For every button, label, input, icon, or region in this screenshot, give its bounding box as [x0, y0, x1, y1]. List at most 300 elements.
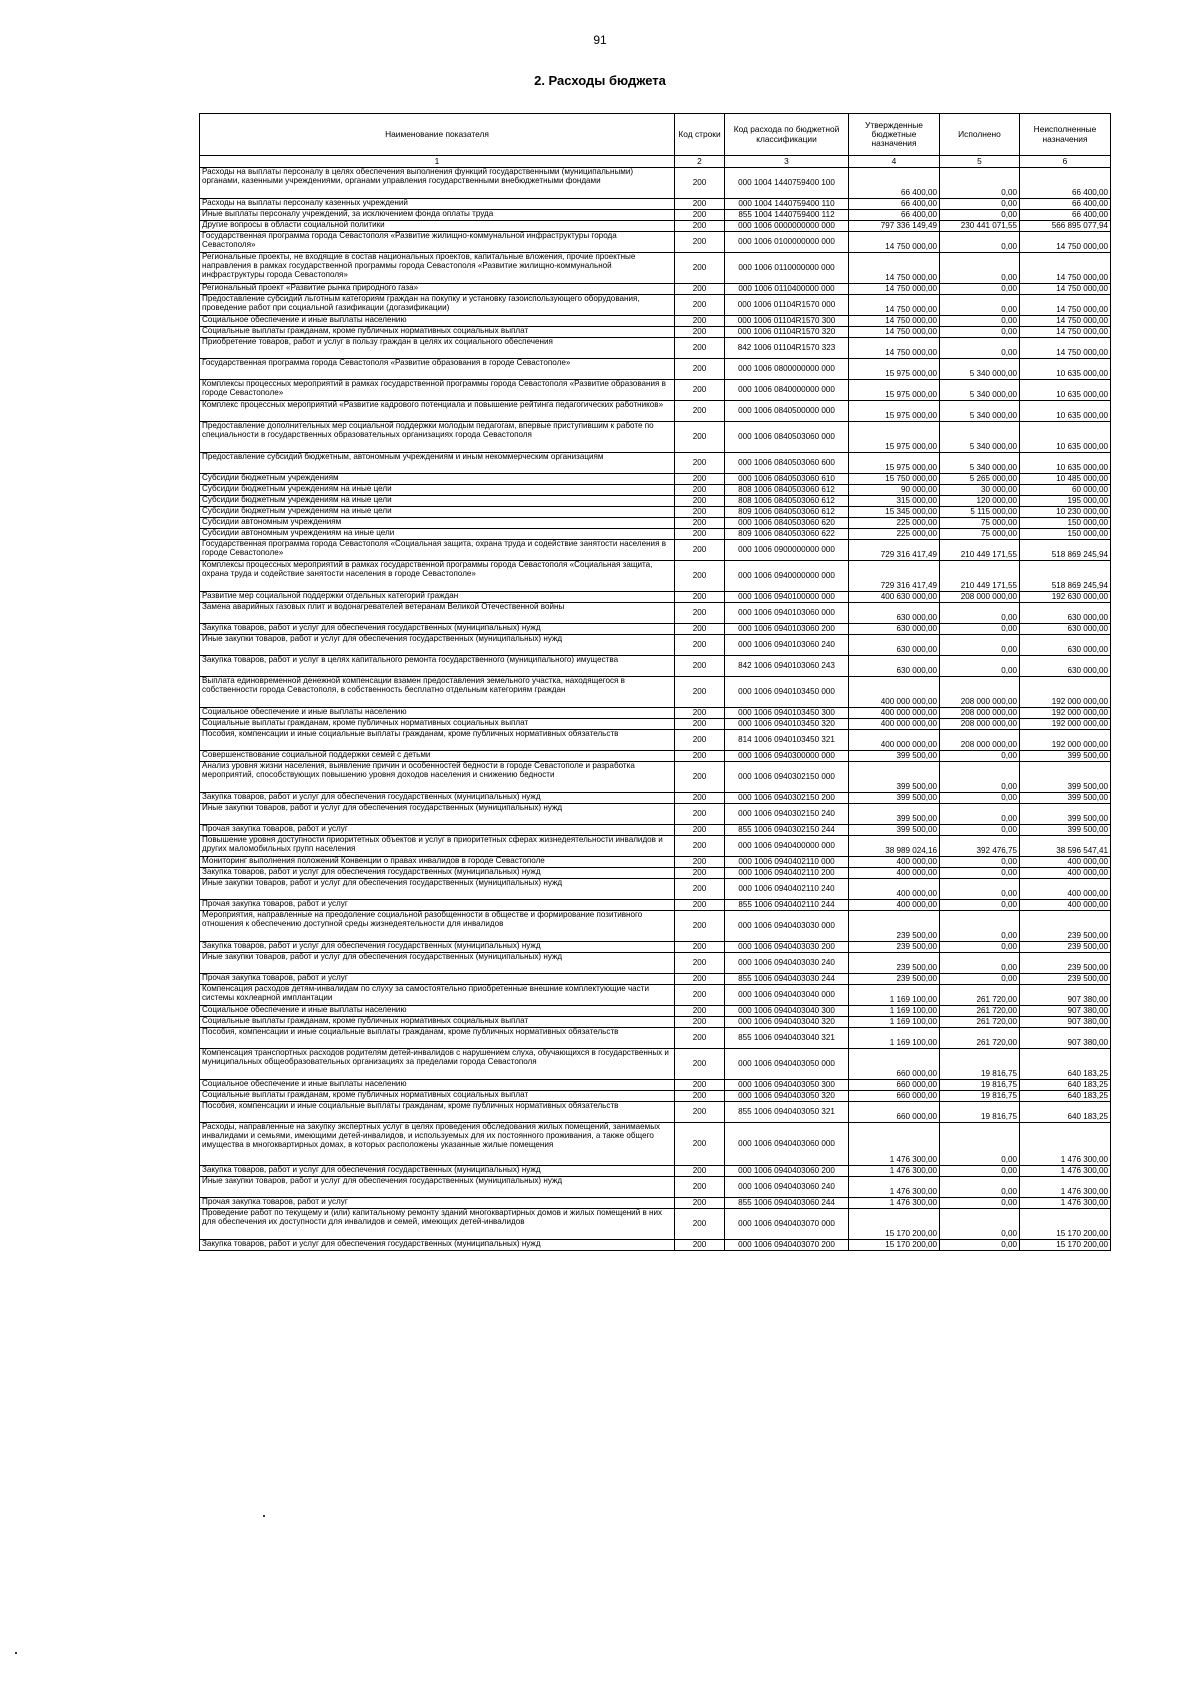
indicator-name-cell: Региональный проект «Развитие рынка природного газа»	[200, 284, 675, 295]
budget-code-cell: 000 1006 0100000000 000	[725, 232, 849, 253]
table-row	[200, 496, 1111, 507]
executed-amount-cell: 5 340 000,00	[940, 453, 1020, 474]
approved-amount-cell: 660 000,00	[849, 1102, 940, 1123]
budget-code-cell: 000 1006 0940103060 200	[725, 624, 849, 635]
indicator-name-cell: Закупка товаров, работ и услуг в целях капитального ремонта государственного (муниципального) имущества	[200, 656, 675, 677]
approved-amount-cell: 1 169 100,00	[849, 1017, 940, 1028]
table-row	[200, 561, 1111, 592]
unexecuted-amount-cell: 15 170 200,00	[1020, 1240, 1111, 1251]
executed-amount-cell: 392 476,75	[940, 836, 1020, 857]
line-code-cell: 200	[675, 592, 725, 603]
line-code-cell: 200	[675, 168, 725, 199]
executed-amount-cell: 0,00	[940, 232, 1020, 253]
header-indicator-name: Наименование показателя	[200, 114, 675, 156]
indicator-name-cell: Замена аварийных газовых плит и водонагревателей ветеранам Великой Отечественной войны	[200, 603, 675, 624]
line-code-cell: 200	[675, 985, 725, 1006]
indicator-name-cell: Прочая закупка товаров, работ и услуг	[200, 900, 675, 911]
unexecuted-amount-cell: 907 380,00	[1020, 1006, 1111, 1017]
budget-code-cell: 000 1006 0940400000 000	[725, 836, 849, 857]
table-row	[200, 751, 1111, 762]
indicator-name-cell: Иные закупки товаров, работ и услуг для обеспечения государственных (муниципальных) нужд	[200, 1177, 675, 1198]
unexecuted-amount-cell: 640 183,25	[1020, 1102, 1111, 1123]
line-code-cell: 200	[675, 900, 725, 911]
executed-amount-cell: 75 000,00	[940, 518, 1020, 529]
budget-code-cell: 855 1006 0940403040 321	[725, 1028, 849, 1049]
executed-amount-cell: 261 720,00	[940, 1028, 1020, 1049]
budget-code-cell: 000 1006 0940103060 000	[725, 603, 849, 624]
unexecuted-amount-cell: 907 380,00	[1020, 1017, 1111, 1028]
line-code-cell: 200	[675, 868, 725, 879]
indicator-name-cell: Развитие мер социальной поддержки отдельных категорий граждан	[200, 592, 675, 603]
executed-amount-cell: 0,00	[940, 253, 1020, 284]
table-row	[200, 316, 1111, 327]
line-code-cell: 200	[675, 1102, 725, 1123]
header-executed: Исполнено	[940, 114, 1020, 156]
budget-code-cell: 000 1006 0940403040 000	[725, 985, 849, 1006]
table-row	[200, 730, 1111, 751]
approved-amount-cell: 14 750 000,00	[849, 327, 940, 338]
unexecuted-amount-cell: 907 380,00	[1020, 985, 1111, 1006]
executed-amount-cell: 0,00	[940, 1123, 1020, 1166]
line-code-cell: 200	[675, 1028, 725, 1049]
table-body	[200, 168, 1111, 1251]
unexecuted-amount-cell: 400 000,00	[1020, 900, 1111, 911]
executed-amount-cell: 5 340 000,00	[940, 401, 1020, 422]
line-code-cell: 200	[675, 708, 725, 719]
budget-code-cell: 000 1006 01104R1570 000	[725, 295, 849, 316]
line-code-cell: 200	[675, 380, 725, 401]
table-row	[200, 422, 1111, 453]
line-code-cell: 200	[675, 210, 725, 221]
budget-code-cell: 000 1006 0840500000 000	[725, 401, 849, 422]
approved-amount-cell: 239 500,00	[849, 911, 940, 942]
unexecuted-amount-cell: 1 476 300,00	[1020, 1177, 1111, 1198]
table-row	[200, 603, 1111, 624]
budget-code-cell: 000 1006 0000000000 000	[725, 221, 849, 232]
indicator-name-cell: Расходы на выплаты персоналу в целях обеспечения выполнения функций государственными (муниципальными) органами, казенными учреждениями, органами управления государственными внебюджетными фондами	[200, 168, 675, 199]
unexecuted-amount-cell: 10 635 000,00	[1020, 453, 1111, 474]
executed-amount-cell: 0,00	[940, 603, 1020, 624]
unexecuted-amount-cell: 239 500,00	[1020, 942, 1111, 953]
table-row	[200, 985, 1111, 1006]
table-row	[200, 762, 1111, 793]
budget-code-cell: 000 1006 0940403030 200	[725, 942, 849, 953]
unexecuted-amount-cell: 66 400,00	[1020, 199, 1111, 210]
indicator-name-cell: Закупка товаров, работ и услуг для обеспечения государственных (муниципальных) нужд	[200, 624, 675, 635]
indicator-name-cell: Компенсация расходов детям-инвалидам по слуху за самостоятельно приобретенные внешние комплектующие части системы кохлеарной имплантации	[200, 985, 675, 1006]
approved-amount-cell: 399 500,00	[849, 804, 940, 825]
budget-code-cell: 000 1006 0940403050 000	[725, 1049, 849, 1080]
unexecuted-amount-cell: 10 485 000,00	[1020, 474, 1111, 485]
approved-amount-cell: 15 170 200,00	[849, 1240, 940, 1251]
table-row	[200, 1166, 1111, 1177]
indicator-name-cell: Выплата единовременной денежной компенсации взамен предоставления земельного участка, находящегося в собственности города Севастополя, в собственность бесплатно отдельным категориям граждан	[200, 677, 675, 708]
budget-code-cell: 000 1006 0110000000 000	[725, 253, 849, 284]
approved-amount-cell: 1 476 300,00	[849, 1198, 940, 1209]
executed-amount-cell: 0,00	[940, 1198, 1020, 1209]
table-row	[200, 327, 1111, 338]
executed-amount-cell: 0,00	[940, 857, 1020, 868]
unexecuted-amount-cell: 14 750 000,00	[1020, 284, 1111, 295]
line-code-cell: 200	[675, 825, 725, 836]
budget-code-cell: 000 1006 0110400000 000	[725, 284, 849, 295]
line-code-cell: 200	[675, 316, 725, 327]
table-row	[200, 719, 1111, 730]
approved-amount-cell: 15 975 000,00	[849, 401, 940, 422]
executed-amount-cell: 5 340 000,00	[940, 422, 1020, 453]
executed-amount-cell: 0,00	[940, 295, 1020, 316]
unexecuted-amount-cell: 239 500,00	[1020, 974, 1111, 985]
budget-code-cell: 000 1006 0940103450 000	[725, 677, 849, 708]
executed-amount-cell: 0,00	[940, 942, 1020, 953]
unexecuted-amount-cell: 195 000,00	[1020, 496, 1111, 507]
header-line-code: Код строки	[675, 114, 725, 156]
budget-code-cell: 000 1006 0940103450 320	[725, 719, 849, 730]
unexecuted-amount-cell: 1 476 300,00	[1020, 1198, 1111, 1209]
table-row	[200, 656, 1111, 677]
approved-amount-cell: 66 400,00	[849, 210, 940, 221]
approved-amount-cell: 14 750 000,00	[849, 338, 940, 359]
executed-amount-cell: 5 340 000,00	[940, 380, 1020, 401]
line-code-cell: 200	[675, 793, 725, 804]
unexecuted-amount-cell: 400 000,00	[1020, 857, 1111, 868]
budget-code-cell: 000 1006 0840503060 620	[725, 518, 849, 529]
budget-code-cell: 000 1006 0840503060 610	[725, 474, 849, 485]
line-code-cell: 200	[675, 561, 725, 592]
line-code-cell: 200	[675, 401, 725, 422]
executed-amount-cell: 0,00	[940, 1166, 1020, 1177]
executed-amount-cell: 0,00	[940, 656, 1020, 677]
budget-code-cell: 808 1006 0840503060 612	[725, 496, 849, 507]
approved-amount-cell: 400 000,00	[849, 900, 940, 911]
indicator-name-cell: Социальное обеспечение и иные выплаты населению	[200, 1006, 675, 1017]
executed-amount-cell: 0,00	[940, 804, 1020, 825]
indicator-name-cell: Социальное обеспечение и иные выплаты населению	[200, 708, 675, 719]
approved-amount-cell: 15 975 000,00	[849, 359, 940, 380]
unexecuted-amount-cell: 10 635 000,00	[1020, 401, 1111, 422]
indicator-name-cell: Социальные выплаты гражданам, кроме публичных нормативных социальных выплат	[200, 327, 675, 338]
unexecuted-amount-cell: 150 000,00	[1020, 518, 1111, 529]
executed-amount-cell: 0,00	[940, 316, 1020, 327]
table-row	[200, 1123, 1111, 1166]
approved-amount-cell: 15 170 200,00	[849, 1209, 940, 1240]
header-budget-code: Код расхода по бюджетной классификации	[725, 114, 849, 156]
approved-amount-cell: 400 000 000,00	[849, 719, 940, 730]
budget-code-cell: 000 1006 0940302150 000	[725, 762, 849, 793]
line-code-cell: 200	[675, 518, 725, 529]
executed-amount-cell: 0,00	[940, 1209, 1020, 1240]
line-code-cell: 200	[675, 1080, 725, 1091]
unexecuted-amount-cell: 399 500,00	[1020, 793, 1111, 804]
budget-code-cell: 000 1006 01104R1570 300	[725, 316, 849, 327]
unexecuted-amount-cell: 14 750 000,00	[1020, 295, 1111, 316]
indicator-name-cell: Повышение уровня доступности приоритетных объектов и услуг в приоритетных сферах жизнедеятельности инвалидов и других маломобильных групп населения	[200, 836, 675, 857]
line-code-cell: 200	[675, 857, 725, 868]
unexecuted-amount-cell: 630 000,00	[1020, 624, 1111, 635]
line-code-cell: 200	[675, 656, 725, 677]
table-row	[200, 857, 1111, 868]
unexecuted-amount-cell: 630 000,00	[1020, 656, 1111, 677]
line-code-cell: 200	[675, 284, 725, 295]
table-row	[200, 868, 1111, 879]
budget-code-cell: 000 1006 0940403060 000	[725, 1123, 849, 1166]
table-row	[200, 253, 1111, 284]
indicator-name-cell: Комплекс процессных мероприятий «Развитие кадрового потенциала и повышение рейтинга педагогических работников»	[200, 401, 675, 422]
approved-amount-cell: 1 476 300,00	[849, 1166, 940, 1177]
budget-code-cell: 808 1006 0840503060 612	[725, 485, 849, 496]
line-code-cell: 200	[675, 295, 725, 316]
line-code-cell: 200	[675, 762, 725, 793]
indicator-name-cell: Расходы, направленные на закупку экспертных услуг в целях проведения обследования жилых помещений, занимаемых инвалидами и семьями, имеющими детей-инвалидов, и используемых для их постоянного проживания, а также общего имущества в многоквартирных домах, в которых расположены указанные жилые помещения	[200, 1123, 675, 1166]
indicator-name-cell: Субсидии автономным учреждениям	[200, 518, 675, 529]
unexecuted-amount-cell: 192 630 000,00	[1020, 592, 1111, 603]
indicator-name-cell: Мероприятия, направленные на преодоление социальной разобщенности в обществе и формирование позитивного отношения к обеспечению доступной среды жизнедеятельности для инвалидов	[200, 911, 675, 942]
unexecuted-amount-cell: 640 183,25	[1020, 1091, 1111, 1102]
table-row	[200, 942, 1111, 953]
approved-amount-cell: 1 476 300,00	[849, 1123, 940, 1166]
column-number: 4	[849, 156, 940, 168]
approved-amount-cell: 399 500,00	[849, 762, 940, 793]
table-row	[200, 624, 1111, 635]
indicator-name-cell: Субсидии бюджетным учреждениям на иные цели	[200, 496, 675, 507]
approved-amount-cell: 399 500,00	[849, 793, 940, 804]
executed-amount-cell: 230 441 071,55	[940, 221, 1020, 232]
executed-amount-cell: 210 449 171,55	[940, 540, 1020, 561]
indicator-name-cell: Социальное обеспечение и иные выплаты населению	[200, 316, 675, 327]
budget-code-cell: 000 1004 1440759400 110	[725, 199, 849, 210]
budget-code-cell: 000 1006 0940103060 240	[725, 635, 849, 656]
indicator-name-cell: Социальные выплаты гражданам, кроме публичных нормативных социальных выплат	[200, 1017, 675, 1028]
approved-amount-cell: 660 000,00	[849, 1091, 940, 1102]
unexecuted-amount-cell: 239 500,00	[1020, 953, 1111, 974]
approved-amount-cell: 66 400,00	[849, 168, 940, 199]
executed-amount-cell: 0,00	[940, 327, 1020, 338]
column-number: 5	[940, 156, 1020, 168]
indicator-name-cell: Проведение работ по текущему и (или) капитальному ремонту зданий многоквартирных домов и жилых помещений в них для обеспечения их доступности для инвалидов и семей, имеющих детей-инвалидов	[200, 1209, 675, 1240]
unexecuted-amount-cell: 640 183,25	[1020, 1080, 1111, 1091]
approved-amount-cell: 1 169 100,00	[849, 1006, 940, 1017]
indicator-name-cell: Субсидии бюджетным учреждениям	[200, 474, 675, 485]
approved-amount-cell: 400 000 000,00	[849, 708, 940, 719]
approved-amount-cell: 1 476 300,00	[849, 1177, 940, 1198]
table-row	[200, 825, 1111, 836]
executed-amount-cell: 0,00	[940, 199, 1020, 210]
executed-amount-cell: 208 000 000,00	[940, 719, 1020, 730]
approved-amount-cell: 90 000,00	[849, 485, 940, 496]
executed-amount-cell: 5 115 000,00	[940, 507, 1020, 518]
approved-amount-cell: 15 975 000,00	[849, 453, 940, 474]
budget-code-cell: 855 1004 1440759400 112	[725, 210, 849, 221]
unexecuted-amount-cell: 15 170 200,00	[1020, 1209, 1111, 1240]
approved-amount-cell: 225 000,00	[849, 518, 940, 529]
unexecuted-amount-cell: 400 000,00	[1020, 879, 1111, 900]
executed-amount-cell: 261 720,00	[940, 1017, 1020, 1028]
unexecuted-amount-cell: 10 230 000,00	[1020, 507, 1111, 518]
executed-amount-cell: 0,00	[940, 284, 1020, 295]
executed-amount-cell: 208 000 000,00	[940, 592, 1020, 603]
indicator-name-cell: Предоставление дополнительных мер социальной поддержки молодым педагогам, впервые приступившим к работе по специальности в государственных образовательных организациях города Севастополя	[200, 422, 675, 453]
budget-code-cell: 000 1006 0940403060 200	[725, 1166, 849, 1177]
indicator-name-cell: Иные выплаты персоналу учреждений, за исключением фонда оплаты труда	[200, 210, 675, 221]
approved-amount-cell: 66 400,00	[849, 199, 940, 210]
indicator-name-cell: Совершенствование социальной поддержки семей с детьми	[200, 751, 675, 762]
budget-code-cell: 000 1006 0940302150 240	[725, 804, 849, 825]
executed-amount-cell: 0,00	[940, 338, 1020, 359]
table-row	[200, 911, 1111, 942]
budget-code-cell: 842 1006 01104R1570 323	[725, 338, 849, 359]
table-row	[200, 168, 1111, 199]
budget-code-cell: 000 1006 0900000000 000	[725, 540, 849, 561]
table-row	[200, 635, 1111, 656]
budget-code-cell: 809 1006 0840503060 622	[725, 529, 849, 540]
budget-code-cell: 000 1006 0940403030 000	[725, 911, 849, 942]
indicator-name-cell: Государственная программа города Севастополя «Социальная защита, охрана труда и содействие занятости населения в городе Севастополе»	[200, 540, 675, 561]
line-code-cell: 200	[675, 1177, 725, 1198]
unexecuted-amount-cell: 66 400,00	[1020, 210, 1111, 221]
executed-amount-cell: 208 000 000,00	[940, 730, 1020, 751]
indicator-name-cell: Закупка товаров, работ и услуг для обеспечения государственных (муниципальных) нужд	[200, 868, 675, 879]
line-code-cell: 200	[675, 507, 725, 518]
approved-amount-cell: 400 000,00	[849, 879, 940, 900]
executed-amount-cell: 0,00	[940, 879, 1020, 900]
table-row	[200, 1049, 1111, 1080]
indicator-name-cell: Социальные выплаты гражданам, кроме публичных нормативных социальных выплат	[200, 719, 675, 730]
executed-amount-cell: 0,00	[940, 911, 1020, 942]
indicator-name-cell: Закупка товаров, работ и услуг для обеспечения государственных (муниципальных) нужд	[200, 1240, 675, 1251]
page-title: 2. Расходы бюджета	[534, 73, 666, 88]
line-code-cell: 200	[675, 359, 725, 380]
table-row	[200, 507, 1111, 518]
approved-amount-cell: 14 750 000,00	[849, 232, 940, 253]
executed-amount-cell: 0,00	[940, 953, 1020, 974]
unexecuted-amount-cell: 10 635 000,00	[1020, 422, 1111, 453]
column-number-row	[200, 156, 1111, 168]
budget-code-cell: 000 1006 0940403040 320	[725, 1017, 849, 1028]
approved-amount-cell: 38 989 024,16	[849, 836, 940, 857]
unexecuted-amount-cell: 10 635 000,00	[1020, 359, 1111, 380]
table-row	[200, 1209, 1111, 1240]
budget-code-cell: 809 1006 0840503060 612	[725, 507, 849, 518]
table-row	[200, 380, 1111, 401]
budget-code-cell: 000 1006 0940403060 240	[725, 1177, 849, 1198]
table-row	[200, 485, 1111, 496]
budget-code-cell: 842 1006 0940103060 243	[725, 656, 849, 677]
executed-amount-cell: 0,00	[940, 900, 1020, 911]
header-unexecuted: Неисполненные назначения	[1020, 114, 1111, 156]
line-code-cell: 200	[675, 719, 725, 730]
approved-amount-cell: 630 000,00	[849, 656, 940, 677]
table-row	[200, 1198, 1111, 1209]
budget-code-cell: 000 1006 0940402110 000	[725, 857, 849, 868]
unexecuted-amount-cell: 66 400,00	[1020, 168, 1111, 199]
table-row	[200, 953, 1111, 974]
expenses-table	[199, 113, 1111, 1251]
approved-amount-cell: 400 000 000,00	[849, 677, 940, 708]
line-code-cell: 200	[675, 677, 725, 708]
indicator-name-cell: Другие вопросы в области социальной политики	[200, 221, 675, 232]
indicator-name-cell: Иные закупки товаров, работ и услуг для обеспечения государственных (муниципальных) нужд	[200, 879, 675, 900]
line-code-cell: 200	[675, 474, 725, 485]
table-row	[200, 338, 1111, 359]
line-code-cell: 200	[675, 1198, 725, 1209]
line-code-cell: 200	[675, 1240, 725, 1251]
executed-amount-cell: 0,00	[940, 868, 1020, 879]
line-code-cell: 200	[675, 338, 725, 359]
table-row	[200, 592, 1111, 603]
executed-amount-cell: 208 000 000,00	[940, 708, 1020, 719]
table-row	[200, 1017, 1111, 1028]
executed-amount-cell: 208 000 000,00	[940, 677, 1020, 708]
budget-code-cell: 000 1006 0940403050 320	[725, 1091, 849, 1102]
budget-code-cell: 000 1006 0940403040 300	[725, 1006, 849, 1017]
budget-code-cell: 000 1004 1440759400 100	[725, 168, 849, 199]
line-code-cell: 200	[675, 836, 725, 857]
unexecuted-amount-cell: 14 750 000,00	[1020, 338, 1111, 359]
approved-amount-cell: 14 750 000,00	[849, 316, 940, 327]
budget-code-cell: 855 1006 0940403060 244	[725, 1198, 849, 1209]
approved-amount-cell: 239 500,00	[849, 974, 940, 985]
table-row	[200, 974, 1111, 985]
scan-speck	[15, 1652, 17, 1654]
line-code-cell: 200	[675, 327, 725, 338]
indicator-name-cell: Закупка товаров, работ и услуг для обеспечения государственных (муниципальных) нужд	[200, 1166, 675, 1177]
executed-amount-cell: 19 816,75	[940, 1080, 1020, 1091]
budget-code-cell: 855 1006 0940403030 244	[725, 974, 849, 985]
executed-amount-cell: 0,00	[940, 825, 1020, 836]
budget-code-cell: 000 1006 0940403050 300	[725, 1080, 849, 1091]
approved-amount-cell: 315 000,00	[849, 496, 940, 507]
line-code-cell: 200	[675, 1017, 725, 1028]
executed-amount-cell: 0,00	[940, 1177, 1020, 1198]
line-code-cell: 200	[675, 953, 725, 974]
table-row	[200, 529, 1111, 540]
table-row	[200, 1028, 1111, 1049]
table-row	[200, 900, 1111, 911]
approved-amount-cell: 630 000,00	[849, 624, 940, 635]
indicator-name-cell: Компенсация транспортных расходов родителям детей-инвалидов с нарушением слуха, обучающихся в государственных и муниципальных общеобразовательных организациях за пределами города Севастополя	[200, 1049, 675, 1080]
column-number: 1	[200, 156, 675, 168]
line-code-cell: 200	[675, 496, 725, 507]
executed-amount-cell: 0,00	[940, 751, 1020, 762]
line-code-cell: 200	[675, 1166, 725, 1177]
unexecuted-amount-cell: 150 000,00	[1020, 529, 1111, 540]
approved-amount-cell: 239 500,00	[849, 942, 940, 953]
approved-amount-cell: 729 316 417,49	[849, 540, 940, 561]
approved-amount-cell: 400 000,00	[849, 868, 940, 879]
column-number: 2	[675, 156, 725, 168]
indicator-name-cell: Субсидии бюджетным учреждениям на иные цели	[200, 485, 675, 496]
column-number: 3	[725, 156, 849, 168]
executed-amount-cell: 0,00	[940, 635, 1020, 656]
indicator-name-cell: Закупка товаров, работ и услуг для обеспечения государственных (муниципальных) нужд	[200, 793, 675, 804]
unexecuted-amount-cell: 239 500,00	[1020, 911, 1111, 942]
table-row	[200, 1102, 1111, 1123]
approved-amount-cell: 225 000,00	[849, 529, 940, 540]
approved-amount-cell: 630 000,00	[849, 635, 940, 656]
unexecuted-amount-cell: 518 869 245,94	[1020, 561, 1111, 592]
line-code-cell: 200	[675, 974, 725, 985]
line-code-cell: 200	[675, 730, 725, 751]
table-row	[200, 1177, 1111, 1198]
approved-amount-cell: 15 975 000,00	[849, 422, 940, 453]
executed-amount-cell: 75 000,00	[940, 529, 1020, 540]
indicator-name-cell: Иные закупки товаров, работ и услуг для обеспечения государственных (муниципальных) нужд	[200, 953, 675, 974]
budget-code-cell: 000 1006 0940402110 200	[725, 868, 849, 879]
table-row	[200, 284, 1111, 295]
budget-code-cell: 000 1006 0940403070 200	[725, 1240, 849, 1251]
unexecuted-amount-cell: 399 500,00	[1020, 751, 1111, 762]
table-row	[200, 1091, 1111, 1102]
